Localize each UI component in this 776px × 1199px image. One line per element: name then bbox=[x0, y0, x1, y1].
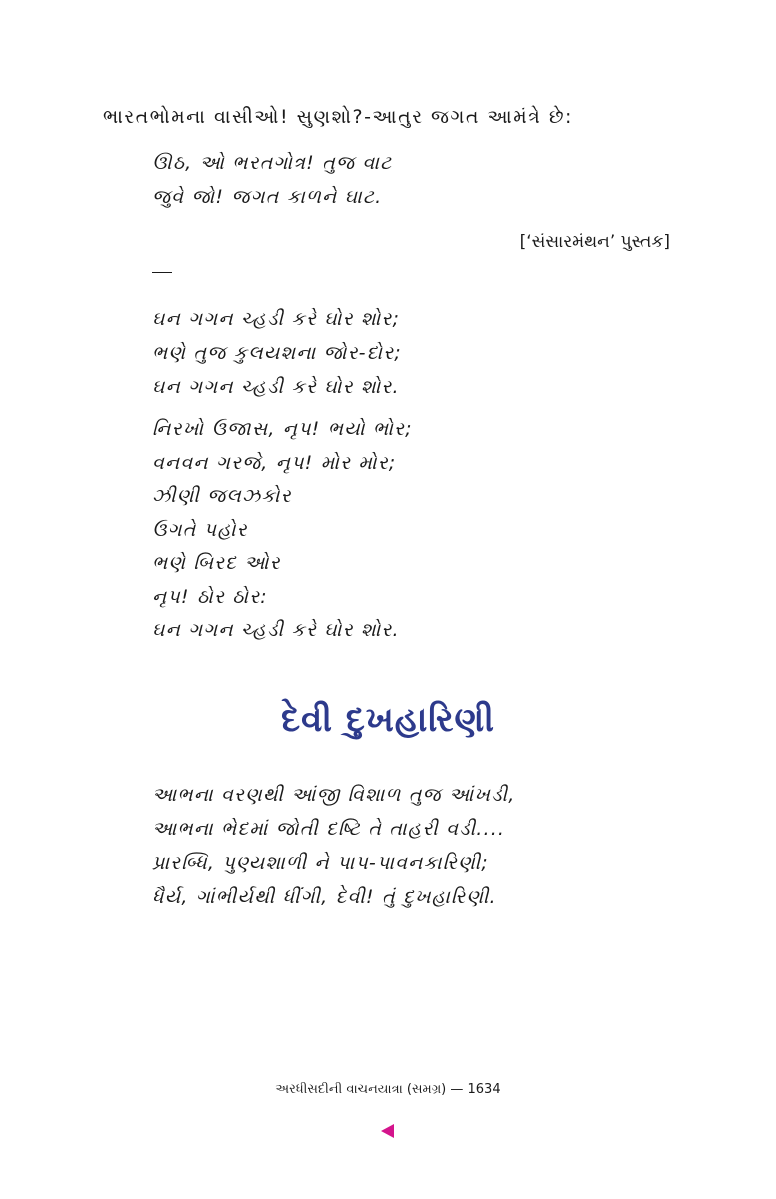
verse-line: ઉગતે પહોર bbox=[152, 518, 248, 541]
verse-line: ભણે તુજ કુલયશના જોર-દોર; bbox=[152, 342, 402, 364]
verse-line: વનવન ગરજે, નૃપ! મોર મોર; bbox=[152, 451, 397, 474]
stanza-3 bbox=[152, 413, 413, 648]
verse-line: નિરખો ઉજાસ, નૃપ! ભયો ભોર; bbox=[152, 418, 413, 440]
verse-line: ઘન ગગન ચ્હડી કરે ઘોર શોર; bbox=[152, 308, 401, 330]
stanza-4 bbox=[152, 778, 515, 914]
verse-line: ધૈર્ય, ગાંભીર્યથી ધીંગી, દેવી! તું દુખહારિણી. bbox=[152, 886, 497, 908]
poem-title: દેવી દુખહારિણી bbox=[281, 700, 495, 740]
stanza-1 bbox=[152, 146, 392, 214]
page-footer: અરધીસદીની વાચનયાત્રા (સમગ્ર) — 1634 bbox=[275, 1082, 501, 1097]
stanza-2 bbox=[152, 302, 402, 404]
verse-line: ભણે બિરદ ઓર bbox=[152, 552, 281, 574]
verse-line: આભના ભેદમાં જોતી દષ્ટિ તે તાહરી વડી.... bbox=[152, 818, 506, 840]
verse-line: ઝીણી જલઝકોર bbox=[152, 485, 292, 507]
verse-line: ઊઠ, ઓ ભરતગોત્ર! તુજ વાટ bbox=[152, 152, 393, 174]
verse-line: જુવે જો! જગત કાળને ઘાટ. bbox=[152, 186, 383, 208]
verse-line: પ્રારબ્ધિ, પુણ્યશાળી ને પાપ-પાવનકારિણી; bbox=[152, 852, 489, 874]
source-citation: [‘સંસારમંથન’ પુસ્તક] bbox=[519, 232, 670, 252]
verse-line: આભના વરણથી આંજી વિશાળ તુજ આંખડી, bbox=[152, 784, 516, 806]
previous-page-arrow-icon[interactable] bbox=[381, 1124, 394, 1138]
intro-line: ભારતભોમના વાસીઓ! સુણશો?-આતુર જગત આમંત્રે છે: bbox=[103, 106, 573, 128]
verse-line: ઘન ગગન ચ્હડી કરે ઘોર શોર. bbox=[152, 376, 400, 398]
separator-dash bbox=[152, 272, 172, 273]
verse-line: નૃપ! ઠોર ઠોર: bbox=[152, 585, 268, 608]
verse-line: ઘન ગગન ચ્હડી કરે ઘોર શોર. bbox=[152, 619, 400, 641]
